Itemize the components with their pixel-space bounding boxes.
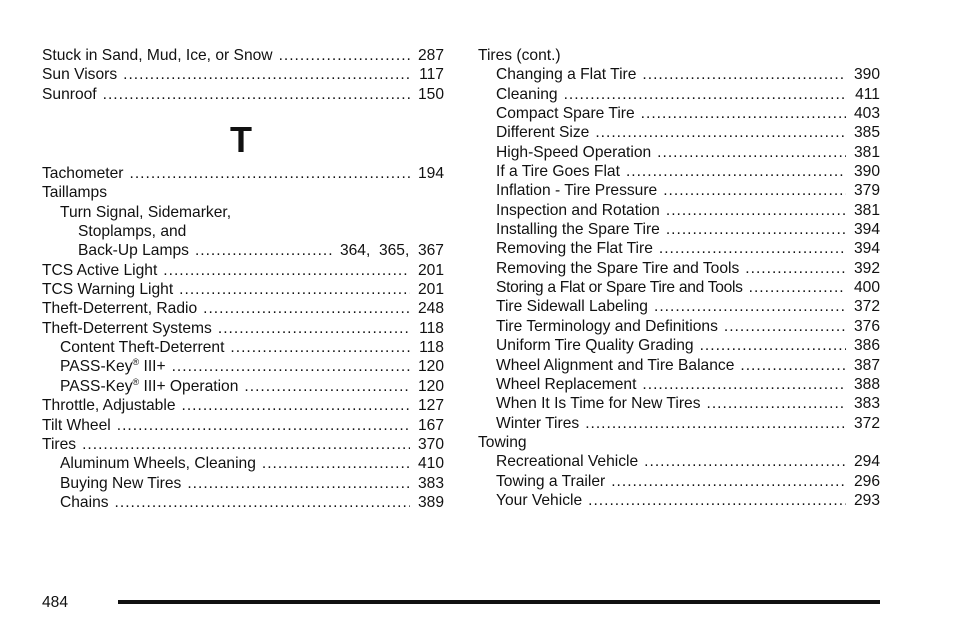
index-entry: If a Tire Goes Flat ..... 390	[478, 162, 880, 181]
index-entry: Tire Terminology and Definitions ..... 376	[478, 317, 880, 336]
index-entry: Sun Visors ..... 117	[42, 65, 444, 84]
index-entry: Theft-Deterrent, Radio ..... 248	[42, 299, 444, 318]
index-entry: Throttle, Adjustable ..... 127	[42, 396, 444, 415]
section-letter-heading: T	[230, 119, 252, 161]
index-entry: Inflation - Tire Pressure ..... 379	[478, 181, 880, 200]
index-entry: Towing a Trailer ..... 296	[478, 472, 880, 491]
right-index-column	[478, 46, 880, 510]
index-entry: PASS-Key® III+ ..... 120	[42, 357, 444, 376]
index-subheading: Stoplamps, and	[78, 223, 187, 241]
index-entry: Recreational Vehicle ..... 294	[478, 452, 880, 471]
index-entry: Tires ..... 370	[42, 435, 444, 454]
index-entry: Wheel Replacement ..... 388	[478, 375, 880, 394]
index-entry: PASS-Key® III+ Operation ..... 120	[42, 377, 444, 396]
index-entry: High-Speed Operation ..... 381	[478, 143, 880, 162]
index-entry: Stuck in Sand, Mud, Ice, or Snow ..... 287	[42, 46, 444, 65]
index-entry: Chains ..... 389	[42, 493, 444, 512]
index-entry: Tachometer ..... 194	[42, 164, 444, 183]
index-entry: Compact Spare Tire ..... 403	[478, 104, 880, 123]
index-entry: Aluminum Wheels, Cleaning ..... 410	[42, 454, 444, 473]
index-entry: Buying New Tires ..... 383	[42, 474, 444, 493]
index-heading: Towing	[478, 433, 527, 451]
index-entry: Tire Sidewall Labeling ..... 372	[478, 297, 880, 316]
index-entry: When It Is Time for New Tires ..... 383	[478, 394, 880, 413]
index-entry: Removing the Flat Tire ..... 394	[478, 239, 880, 258]
footer-rule	[118, 600, 880, 604]
index-subheading: Turn Signal, Sidemarker,	[60, 203, 232, 221]
index-entry: Uniform Tire Quality Grading ..... 386	[478, 336, 880, 355]
index-entry: Content Theft-Deterrent ..... 118	[42, 338, 444, 357]
index-entry: Cleaning ..... 411	[478, 85, 880, 104]
index-entry: Installing the Spare Tire ..... 394	[478, 220, 880, 239]
index-entry: Inspection and Rotation ..... 381	[478, 201, 880, 220]
page-number: 484	[42, 594, 69, 611]
index-entry: Storing a Flat or Spare Tire and Tools ..... 400	[478, 278, 880, 297]
index-entry: Removing the Spare Tire and Tools ..... 392	[478, 259, 880, 278]
index-entry: TCS Active Light ..... 201	[42, 261, 444, 280]
index-entry: Different Size ..... 385	[478, 123, 880, 142]
index-entry: Sunroof ..... 150	[42, 85, 444, 104]
index-entry: Your Vehicle ..... 293	[478, 491, 880, 510]
index-entry: Winter Tires ..... 372	[478, 414, 880, 433]
index-entry: Tilt Wheel ..... 167	[42, 416, 444, 435]
index-entry: Changing a Flat Tire ..... 390	[478, 65, 880, 84]
left-index-column	[42, 46, 444, 512]
index-entry: Theft-Deterrent Systems ..... 118	[42, 319, 444, 338]
index-entry: Wheel Alignment and Tire Balance ..... 387	[478, 356, 880, 375]
index-heading: Taillamps	[42, 184, 107, 202]
index-entry: Back-Up Lamps ..... 364, 365, 367	[42, 241, 444, 260]
index-heading: Tires (cont.)	[478, 47, 561, 64]
index-entry: TCS Warning Light ..... 201	[42, 280, 444, 299]
